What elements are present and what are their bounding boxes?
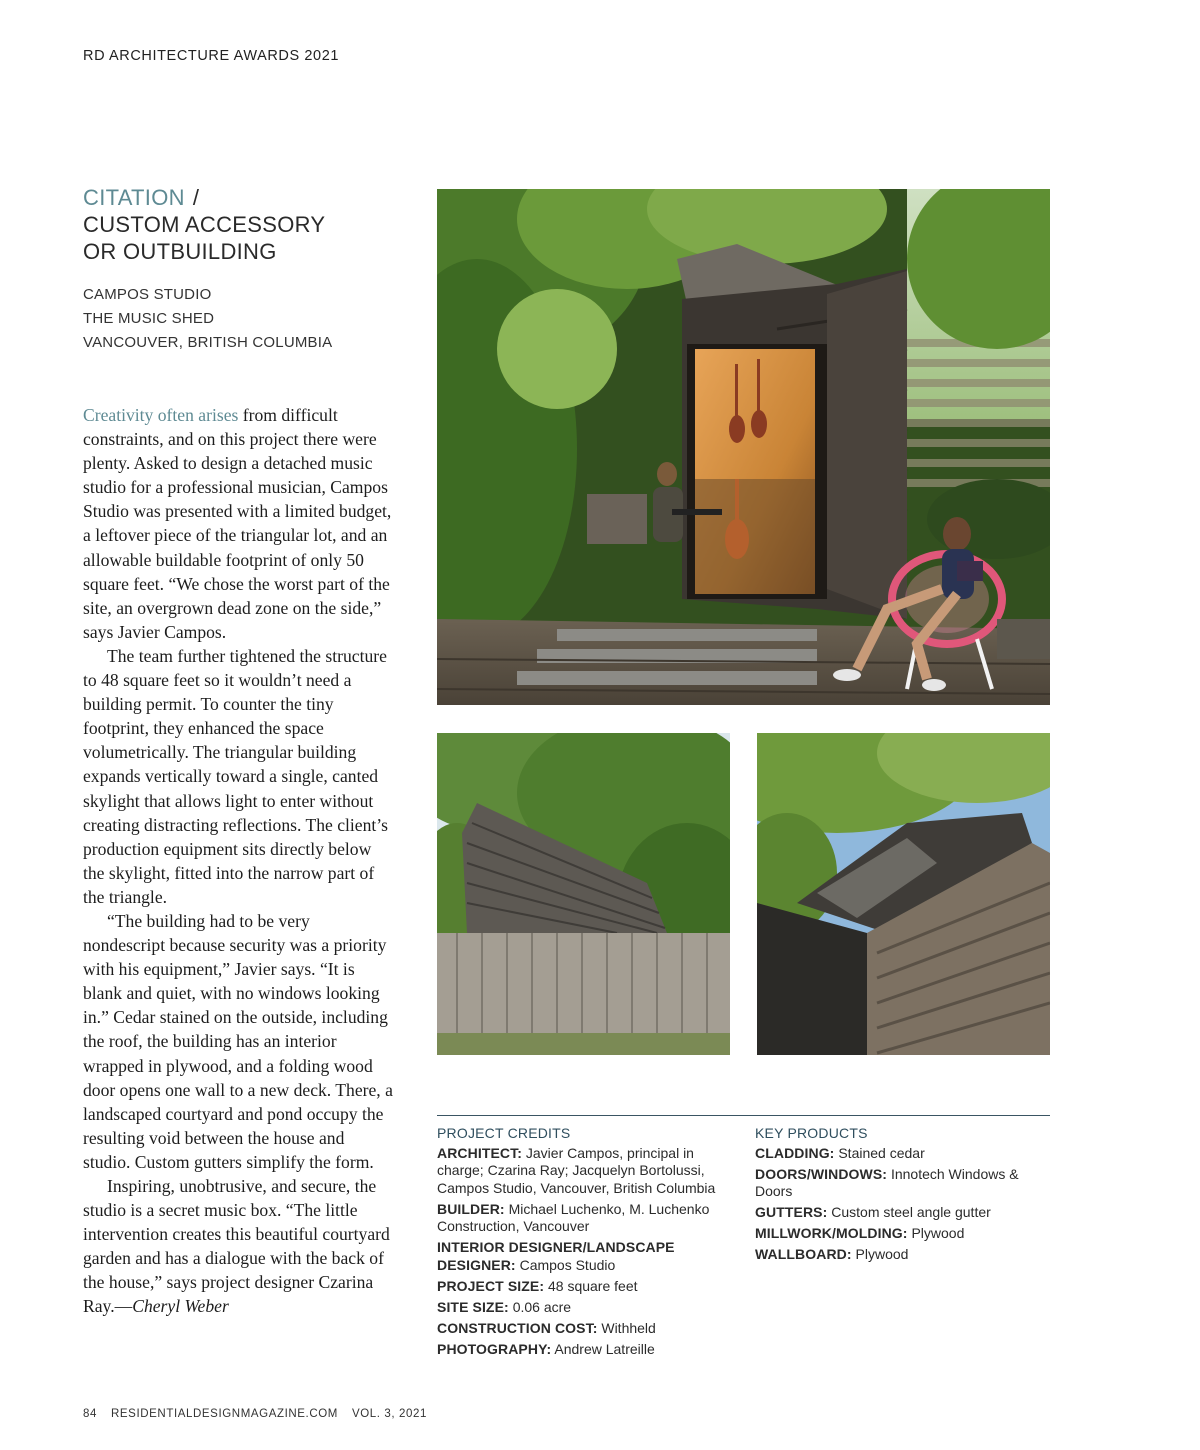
product-value: Plywood: [911, 1225, 965, 1241]
paragraph-1-text: from difficult constraints, and on this project there were plenty. Asked to design a detached music studio for a professional musician, Campos Studio was presented with a limited budget, a leftover piece of the triangular lot, and an allowable buildable footprint of only 50 square feet. “We chose the worst part of the site, an overgrown dead zone on the side,” says Javier Campos.: [83, 405, 392, 642]
credit-construction-cost: [437, 1320, 737, 1338]
article-paragraph-2: The team further tightened the structure to 48 square feet so it wouldn’t need a building permit. To counter the tiny footprint, they enhanced the space volumetrically. The triangular building expands vertically toward a single, canted skylight that allows light to enter without creating distracting reflections. The client’s production equipment sits directly below the skylight, fitted into the narrow part of the triangle.: [83, 645, 389, 907]
product-label: DOORS/WINDOWS:: [755, 1165, 888, 1182]
project-location: VANCOUVER, BRITISH COLUMBIA: [83, 334, 333, 351]
paragraph-4-text: Inspiring, unobtrusive, and secure, the studio is a secret music box. “The little intervention creates this beautiful courtyard garden and has a dialogue with the back of the house,” says project designer Czarina Ray.—: [83, 1176, 390, 1317]
running-head: RD ARCHITECTURE AWARDS 2021: [83, 48, 340, 64]
article-paragraph-1: [83, 403, 393, 644]
credits-heading: PROJECT CREDITS: [437, 1125, 571, 1141]
credit-label: ARCHITECT:: [437, 1144, 522, 1161]
category-name-line-1: CUSTOM ACCESSORY: [83, 212, 326, 237]
project-info: [83, 283, 413, 355]
credit-value: Campos Studio: [519, 1256, 616, 1273]
lead-in: Creativity often arises: [83, 405, 239, 425]
product-label: GUTTERS:: [755, 1204, 828, 1220]
product-cladding: [755, 1145, 1045, 1163]
credit-builder: [437, 1201, 737, 1236]
category-separator: /: [192, 185, 200, 210]
product-gutters: [755, 1204, 1045, 1222]
product-millwork: [755, 1225, 1045, 1243]
credit-architect: [437, 1145, 737, 1198]
credit-value: Michael Luchenko, M. Luchenko Construction, Vancouver: [437, 1200, 710, 1234]
credit-label: SITE SIZE:: [437, 1298, 509, 1315]
credit-interior-designer: [437, 1239, 737, 1274]
photo-roof-skylight: [757, 733, 1050, 1055]
project-name: THE MUSIC SHED: [83, 310, 215, 327]
article-paragraph-3: “The building had to be very nondescript because security was a priority with his equipment,” Javier says. “It is blank and quiet, with no windows looking in.” Cedar stained on the outside, including the roof, the building has an interior wrapped in plywood, and a folding wood door opens one wall to a new deck. There, a landscaped courtyard and pond occupy the resulting void between the house and studio. Custom gutters simplify the form.: [83, 910, 393, 1172]
product-label: WALLBOARD:: [755, 1246, 852, 1262]
credit-label: BUILDER:: [437, 1200, 505, 1217]
product-wallboard: [755, 1246, 1045, 1264]
page-number: 84: [83, 1408, 97, 1420]
credit-label: PROJECT SIZE:: [437, 1277, 545, 1294]
product-doors-windows: [755, 1166, 1045, 1201]
product-value: Plywood: [855, 1246, 909, 1262]
category-title-line: [83, 184, 413, 211]
credits-divider: [437, 1115, 1050, 1116]
photo-fence-view: [437, 733, 730, 1055]
credit-label: INTERIOR DESIGNER/LANDSCAPE DESIGNER:: [437, 1239, 675, 1273]
product-value: Innotech Windows & Doors: [755, 1165, 1019, 1199]
project-credits: [437, 1125, 737, 1362]
product-value: Stained cedar: [838, 1144, 925, 1161]
credit-value: Withheld: [601, 1319, 656, 1336]
website-url: RESIDENTIALDESIGNMAGAZINE.COM: [111, 1408, 338, 1420]
issue-info: VOL. 3, 2021: [351, 1408, 427, 1420]
products-heading: KEY PRODUCTS: [755, 1125, 868, 1141]
key-products: [755, 1125, 1045, 1267]
award-level: CITATION: [83, 185, 185, 210]
award-category: [83, 184, 413, 265]
credit-value: Andrew Latreille: [554, 1340, 655, 1357]
photo-studio-exterior: [437, 189, 1050, 705]
product-value: Custom steel angle gutter: [831, 1204, 991, 1220]
credit-value: 48 square feet: [547, 1277, 638, 1294]
credit-value: Javier Campos, principal in charge; Czarina Ray; Jacquelyn Bortolussi, Campos Studio, Vancouver, British Columbia: [437, 1144, 716, 1196]
credit-label: PHOTOGRAPHY:: [437, 1340, 552, 1357]
credit-site-size: [437, 1299, 737, 1317]
category-name-line-2: OR OUTBUILDING: [83, 239, 277, 264]
product-label: MILLWORK/MOLDING:: [755, 1225, 908, 1241]
page-footer: [83, 1408, 427, 1420]
product-label: CLADDING:: [755, 1144, 835, 1161]
author-byline: Cheryl Weber: [132, 1296, 229, 1317]
credit-value: 0.06 acre: [512, 1298, 572, 1315]
credit-project-size: [437, 1278, 737, 1296]
credit-photography: [437, 1341, 737, 1359]
project-firm: CAMPOS STUDIO: [83, 286, 212, 303]
article-body: [83, 403, 393, 1319]
credit-label: CONSTRUCTION COST:: [437, 1319, 598, 1336]
article-paragraph-4: [83, 1174, 393, 1319]
